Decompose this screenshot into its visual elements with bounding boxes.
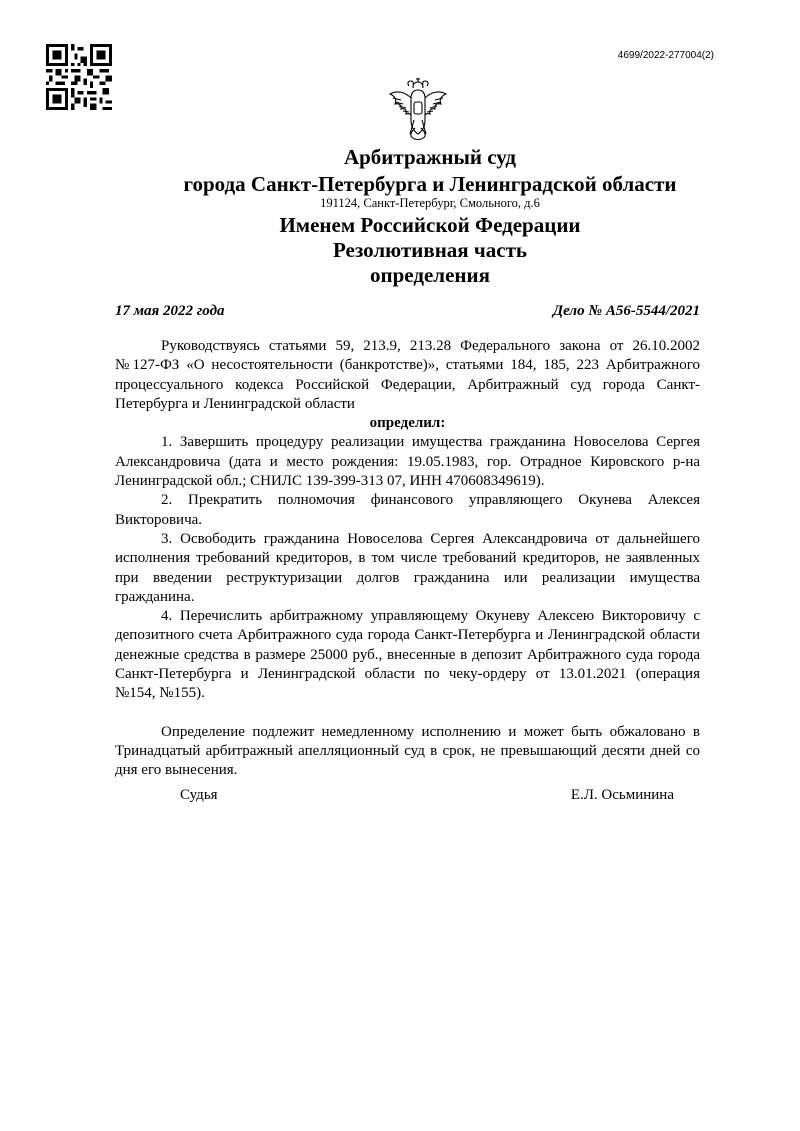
title-line3: определения bbox=[370, 263, 490, 287]
case-number: Дело № А56-5544/2021 bbox=[552, 303, 700, 319]
decision-item: 3. Освободить гражданина Новоселова Сергея Александровича от дальнейшего исполнения требований кредиторов, в том числе требований кредиторов, не заявленных при введении реструктуризации долгов гражданина или реализации имущества гражданина. bbox=[115, 530, 700, 605]
decision-item: 2. Прекратить полномочия финансового управляющего Окунева Алексея Викторовича. bbox=[115, 492, 700, 528]
court-name-line2: города Санкт-Петербурга и Ленинградской области bbox=[183, 172, 677, 196]
decision-item: 4. Перечислить арбитражному управляющему Окуневу Алексею Викторовичу с депозитного счета Арбитражного суда города Санкт-Петербурга и Ленинградской области денежные средства в размере 25000 руб., внесенные в депозит Арбитражного суда города Санкт-Петербурга и Ленинградской области по чеку-ордеру от 13.01.2021 (операция №154, №155). bbox=[115, 608, 700, 702]
coat-of-arms-icon bbox=[387, 76, 449, 142]
intro-paragraph: Руководствуясь статьями 59, 213.9, 213.28 Федерального закона от 26.10.2002 №127-ФЗ «О несостоятельности (банкротстве)», статьями 184, 185, 223 Арбитражного процессуального кодекса Российской Федерации, Арбитражный суд города Санкт-Петербурга и Ленинградской области bbox=[115, 338, 700, 412]
qr-code-icon bbox=[46, 44, 112, 110]
paragraph-spacer bbox=[115, 704, 700, 723]
court-address: 191124, Санкт-Петербург, Смольного, д.6 bbox=[320, 196, 540, 210]
decision-date: 17 мая 2022 года bbox=[115, 303, 225, 319]
court-name-line1: Арбитражный суд bbox=[343, 145, 517, 169]
signature-role: Судья bbox=[180, 787, 218, 803]
appeal-paragraph: Определение подлежит немедленному исполнению и может быть обжаловано в Тринадцатый арбитражный апелляционный суд в срок, не превышающий десяти дней со дня его вынесения. bbox=[115, 723, 700, 779]
title-line1: Именем Российской Федерации bbox=[279, 213, 581, 237]
decision-item: 1. Завершить процедуру реализации имущества гражданина Новоселова Сергея Александровича (дата и место рождения: 19.05.1983, гор. Отрадное Кировского р-на Ленинградской обл.; СНИЛС 139-399-313 07, ИНН 470608349619). bbox=[115, 434, 700, 490]
document-number: 4699/2022-277004(2) bbox=[617, 50, 714, 61]
decided-heading: определил: bbox=[369, 415, 446, 432]
signature-name: Е.Л. Осьминина bbox=[570, 787, 674, 803]
document-body bbox=[115, 337, 700, 781]
title-line2: Резолютивная часть bbox=[332, 238, 527, 262]
